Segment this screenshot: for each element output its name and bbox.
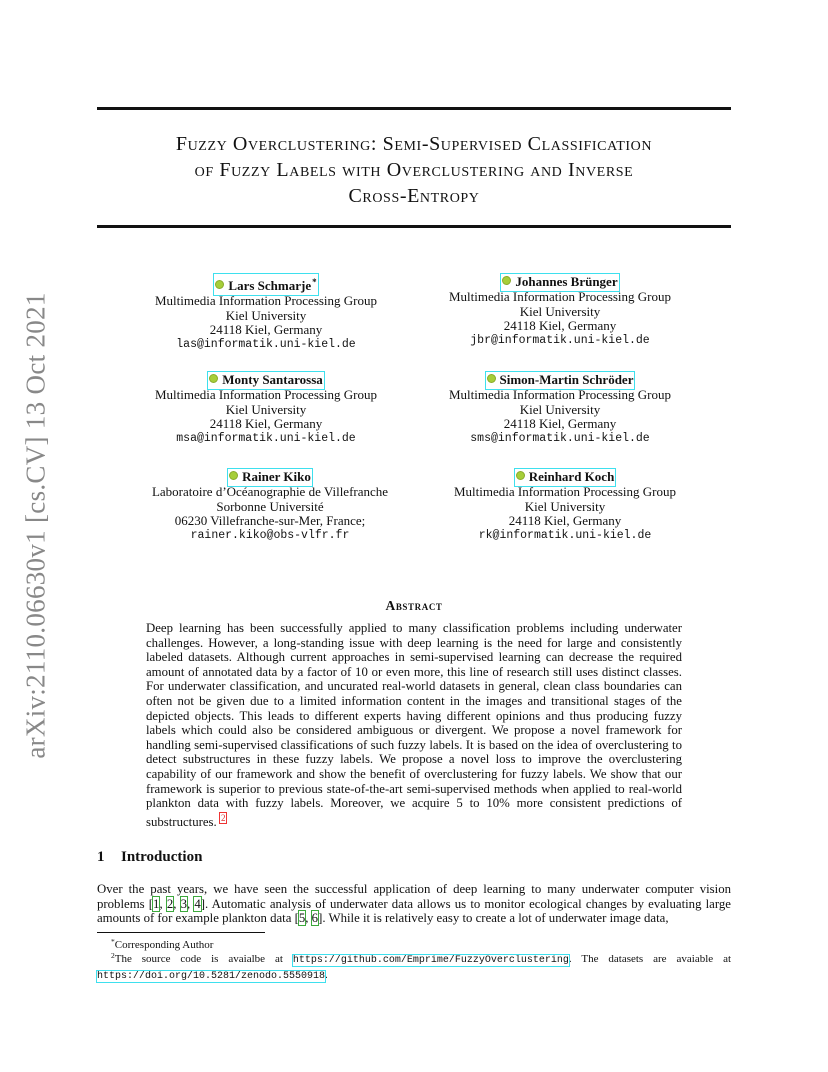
author-name-link[interactable]: Monty Santarossa (209, 373, 323, 388)
title-line: Cross-Entropy (348, 185, 480, 207)
corresponding-mark: * (312, 277, 317, 287)
abstract-body: Deep learning has been successfully applied to many classification problems including underwater challenges. However, a long-standing issue with deep learning is the need for large and consistently labeled datasets. Although current approaches in semi-supervised learning can decrease the required amount of annotated data by a factor of 10 or even more, this line of research still uses distinct classes. For underwater classification, and uncurated real-world datasets in general, clean class boundaries can often not be given due to a limited information content in the images and transitional stages of the depicted objects. This leads to different experts having different opinions and thus producing fuzzy labels which could also be considered ambiguous or divergent. We propose a novel framework for handling semi-supervised classifications of such fuzzy labels. It is based on the idea of overclustering to detect substructures in these fuzzy labels. We propose a novel loss to improve the overclustering capability of our framework and show the benefit of overclustering for fuzzy labels. We show that our framework is superior to previous state-of-the-art semi-supervised methods when applied to real-world plankton data with fuzzy labels. Moreover, we acquire 5 to 10% more consistent predictions of substructures. $^2$ (146, 621, 682, 829)
affiliation: Multimedia Information Processing Group (448, 386, 672, 402)
author-block (136, 275, 396, 353)
author-email: las@informatik.uni-kiel.de (176, 338, 356, 352)
citation-link[interactable]: 2 (166, 896, 174, 911)
author-block (430, 373, 690, 447)
citation-link[interactable]: 6 (311, 911, 319, 926)
citation-link[interactable]: 3 (180, 896, 187, 911)
orcid-icon[interactable] (229, 471, 238, 480)
source-code-link[interactable]: https://github.com/Emprime/FuzzyOverclustering (292, 955, 569, 966)
author-email: jbr@informatik.uni-kiel.de (470, 334, 650, 348)
orcid-icon[interactable] (209, 374, 218, 383)
title-line: of Fuzzy Labels with Overclustering and Inverse (194, 159, 634, 181)
author-name-link[interactable]: Rainer Kiko (229, 470, 311, 485)
abstract-heading: Abstract (385, 598, 443, 613)
affiliation: Multimedia Information Processing Group (453, 483, 677, 499)
author-name-link[interactable]: Simon-Martin Schröder (487, 373, 634, 388)
author-block (430, 275, 690, 349)
author-email: rk@informatik.uni-kiel.de (478, 529, 652, 543)
author-email: rainer.kiko@obs-vlfr.fr (190, 529, 350, 543)
section-heading: 1 Introduction (97, 849, 203, 865)
affiliation: Multimedia Information Processing Group (154, 292, 378, 308)
author-block (130, 470, 410, 544)
author-email: sms@informatik.uni-kiel.de (470, 432, 650, 446)
orcid-icon[interactable] (487, 374, 496, 383)
address: 24118 Kiel, Germany (209, 416, 323, 432)
dataset-link[interactable]: https://doi.org/10.5281/zenodo.5550918 (97, 971, 326, 982)
citation-link[interactable]: 1 (153, 896, 160, 911)
footnote-link[interactable]: 2 (220, 812, 226, 823)
affiliation: Laboratoire d’Océanographie de Villefranche (151, 483, 389, 499)
affiliation: Multimedia Information Processing Group (154, 386, 378, 402)
author-block (435, 470, 695, 544)
title-rule-bottom (97, 225, 731, 228)
address: 06230 Villefranche-sur-Mer, France; (174, 513, 366, 529)
affiliation: Kiel University (225, 401, 307, 417)
introduction-paragraph: Over the past years, we have seen the successful application of deep learning to many underwater computer vision problems [1, 2, 3, 4]. Automatic analysis of underwater data allows us to monitor ecological changes by evaluating large amounts of for example plankton data [5, 6]. While it is relatively easy to create a lot of underwater image data, (97, 882, 731, 926)
footnote-2: $^2$The source code is avaialbe at https://github.com/Emprime/FuzzyOverclustering. The datasets are avaiable at https://doi.org/10.5281/zenodo.5550918. (97, 951, 732, 982)
orcid-icon[interactable] (516, 471, 525, 480)
affiliation: Sorbonne Université (216, 498, 324, 514)
author-name-link[interactable]: Reinhard Koch (516, 470, 615, 485)
affiliation: Multimedia Information Processing Group (448, 288, 672, 304)
affiliation: Kiel University (524, 498, 606, 514)
citation-link[interactable]: 4 (194, 896, 201, 911)
author-name-link[interactable]: Johannes Brünger (502, 275, 617, 290)
affiliation: Kiel University (519, 303, 601, 319)
author-block (136, 373, 396, 447)
address: 24118 Kiel, Germany (508, 513, 622, 529)
address: 24118 Kiel, Germany (503, 416, 617, 432)
affiliation: Kiel University (225, 307, 307, 323)
address: 24118 Kiel, Germany (503, 318, 617, 334)
citation-link[interactable]: 5 (298, 911, 306, 926)
footnote-1: *Corresponding Author (111, 937, 214, 951)
orcid-icon[interactable] (502, 276, 511, 285)
author-name-link[interactable]: Lars Schmarje* (215, 275, 316, 294)
footnote-rule (97, 932, 265, 933)
title-line: Fuzzy Overclustering: Semi-Supervised Classification (175, 133, 653, 155)
affiliation: Kiel University (519, 401, 601, 417)
orcid-icon[interactable] (215, 280, 224, 289)
paper-title (97, 131, 731, 209)
author-email: msa@informatik.uni-kiel.de (176, 432, 356, 446)
address: 24118 Kiel, Germany (209, 322, 323, 338)
arxiv-identifier: arXiv:2110.06630v1 [cs.CV] 13 Oct 2021 (20, 291, 51, 759)
title-rule-top (97, 107, 731, 110)
